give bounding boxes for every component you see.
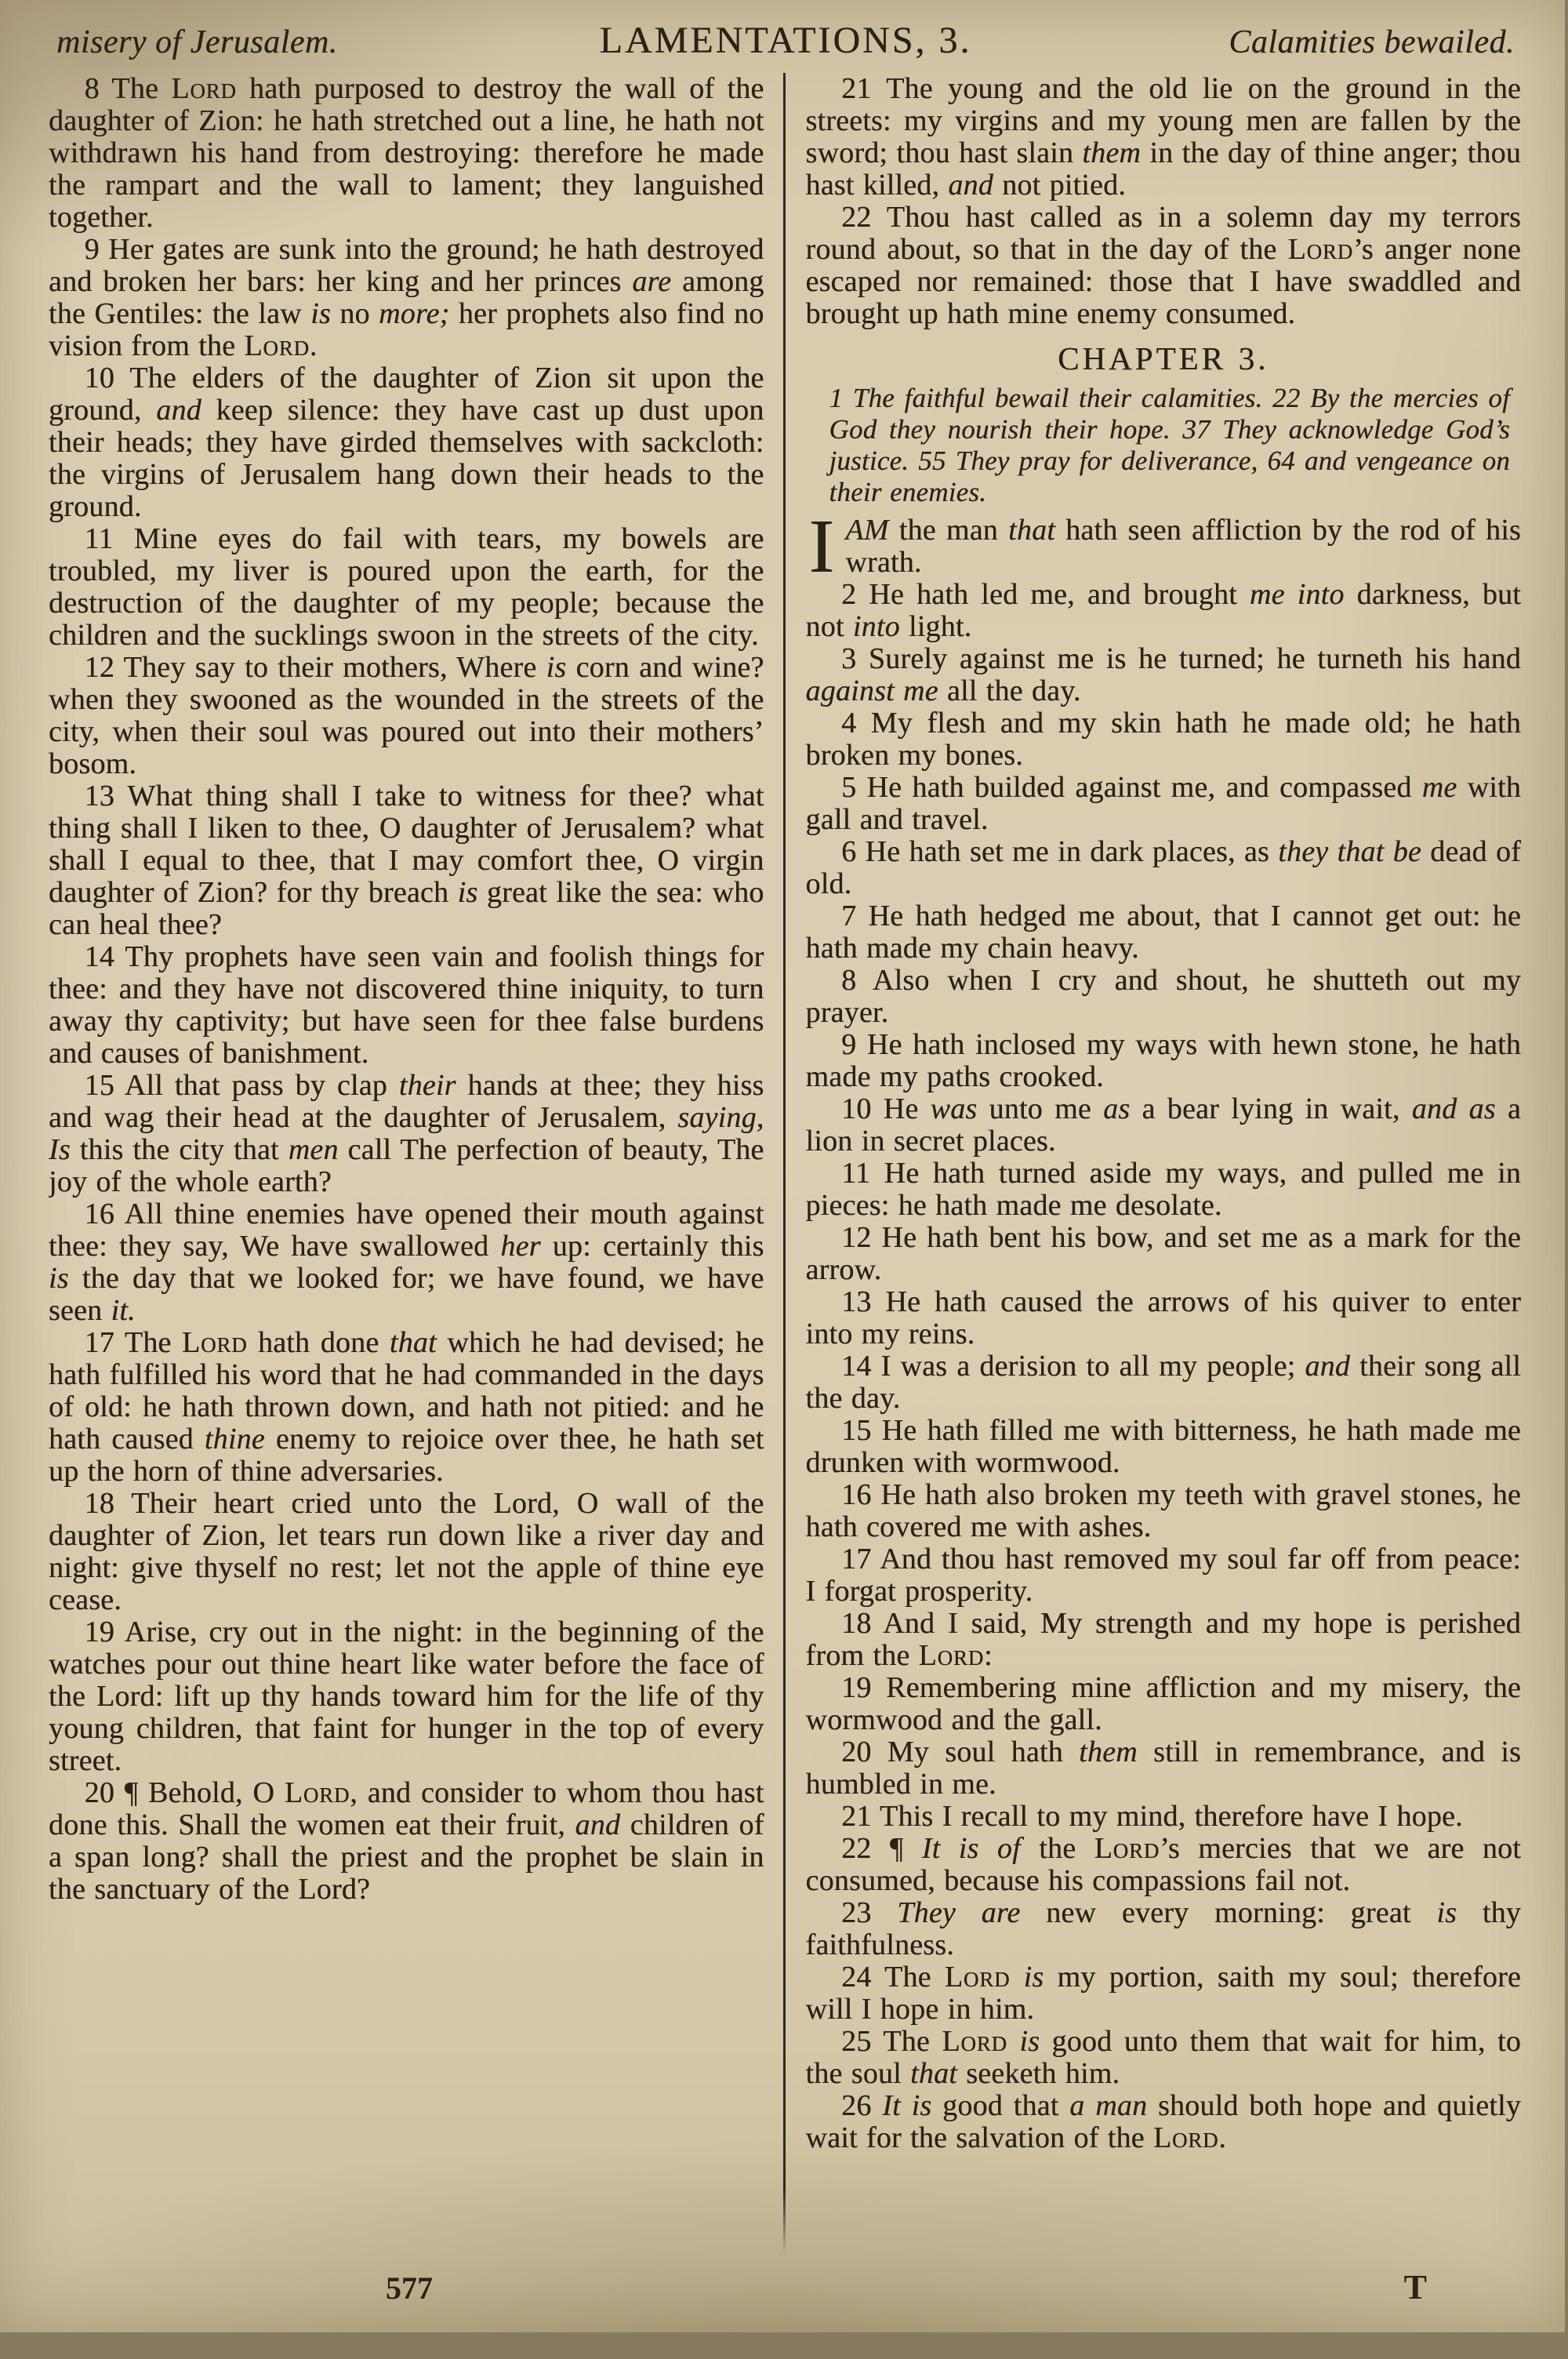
verse: 12 They say to their mothers, Where is corn and wine? when they swooned as the wounded in the streets of the city, when their soul was poured out into their mothers’ bosom. <box>49 651 764 780</box>
verse: 14 I was a derision to all my people; and their song all the day. <box>805 1350 1521 1415</box>
italic-text: they that be <box>1278 835 1421 868</box>
verse: IAM the man that hath seen affliction by the rod of his wrath. <box>806 514 1522 579</box>
italic-text: and <box>1305 1350 1351 1383</box>
verse: 8 Also when I cry and shout, he shutteth out my prayer. <box>805 964 1521 1029</box>
italic-text: and as <box>1411 1092 1496 1125</box>
italic-text: me <box>1421 771 1457 804</box>
verse: 19 Remembering mine affliction and my misery, the wormwood and the gall. <box>805 1671 1521 1736</box>
running-head-right: Calamities bewailed. <box>1229 24 1515 60</box>
italic-text: it. <box>111 1294 136 1327</box>
lord-smallcaps: Lord <box>284 1776 350 1809</box>
verse: 5 He hath builded against me, and compassed me with gall and travel. <box>805 771 1521 836</box>
running-head-left: misery of Jerusalem. <box>56 24 338 60</box>
italic-text: thine <box>204 1423 265 1456</box>
lord-smallcaps: Lord <box>1152 2121 1219 2154</box>
italic-text: me into <box>1249 578 1345 611</box>
chapter-summary: 1 The faithful bewail their calamities. 22 By the mercies of God they nourish their hope. 37 They acknowledge God’s justice. 55 They pray for deliverance, 64 and vengeance on their enemies. <box>829 383 1510 507</box>
italic-text: against me <box>805 674 938 707</box>
italic-text: into <box>852 610 900 643</box>
verse: 16 He hath also broken my teeth with gravel stones, he hath covered me with ashes. <box>805 1478 1521 1543</box>
verse: 19 Arise, cry out in the night: in the beginning of the watches pour out thine heart like water before the face of the Lord: lift up thy hands toward him for the life of thy young children, that faint for hunger in the top of every street. <box>49 1616 764 1777</box>
lord-smallcaps: Lord <box>944 1961 1011 1994</box>
italic-text: and <box>575 1808 621 1841</box>
italic-text: them <box>1082 136 1142 169</box>
italic-text: was <box>930 1092 978 1125</box>
verse: 17 The Lord hath done that which he had devised; he hath fulfilled his word that he had commanded in the days of old: he hath thrown down, and hath not pitied: and he hath caused thine enemy to rejoice over thee, he hath set up the horn of thine adversaries. <box>49 1326 764 1488</box>
verse: 7 He hath hedged me about, that I cannot get out: he hath made my chain heavy. <box>805 900 1521 965</box>
drop-cap: I <box>808 504 835 589</box>
verse: 18 Their heart cried unto the Lord, O wall of the daughter of Zion, let tears run down like a river day and night: give thyself no rest; let not the apple of thine eye cease. <box>49 1487 764 1616</box>
italic-text: AM <box>845 514 889 547</box>
verse: 21 This I recall to my mind, therefore have I hope. <box>841 1800 1463 1833</box>
verse: 9 He hath inclosed my ways with hewn stone, he hath made my paths crooked. <box>805 1028 1521 1093</box>
lord-smallcaps: Lord <box>918 1639 985 1672</box>
italic-text: They are <box>897 1896 1021 1929</box>
italic-text: is <box>1019 2025 1040 2058</box>
italic-text: It is <box>882 2089 932 2122</box>
lord-smallcaps: Lord <box>171 73 237 105</box>
italic-text: a man <box>1069 2089 1148 2122</box>
verse: 20 My soul hath them still in remembrance, and is humbled in me. <box>805 1736 1521 1801</box>
verse: 10 He was unto me as a bear lying in wait, and as a lion in secret places. <box>805 1092 1521 1158</box>
verse: 24 The Lord is my portion, saith my soul; therefore will I hope in him. <box>805 1961 1521 2026</box>
italic-text: more; <box>379 297 450 330</box>
verse: 9 Her gates are sunk into the ground; he hath destroyed and broken her bars: her king and her princes are among the Gentiles: the law is no more; her prophets also find no vision from the Lord. <box>49 233 764 362</box>
verse: 6 He hath set me in dark places, as they that be dead of old. <box>805 835 1521 900</box>
running-head <box>49 13 1521 64</box>
italic-text: saying, Is <box>49 1101 764 1166</box>
italic-text: men <box>288 1133 339 1166</box>
italic-text: is <box>546 651 567 684</box>
lord-smallcaps: Lord <box>1094 1832 1160 1865</box>
verse: 16 All thine enemies have opened their mouth against thee: they say, We have swallowed her up: certainly this is the day that we looked for; we have found, we have seen it. <box>49 1198 764 1327</box>
italic-text: and <box>948 169 993 202</box>
verse: 22 Thou hast called as in a solemn day my terrors round about, so that in the day of the Lord’s anger none escaped nor remained: those that I have swaddled and brought up hath mine enemy consumed. <box>805 201 1521 330</box>
italic-text: them <box>1079 1736 1138 1768</box>
italic-text: and <box>156 394 201 427</box>
italic-text: her <box>500 1230 541 1263</box>
verse: 10 The elders of the daughter of Zion sit upon the ground, and keep silence: they have cast up dust upon their heads; they have girded themselves with sackcloth: the virgins of Jerusalem hang down their heads to the ground. <box>49 362 764 523</box>
verse: 23 They are new every morning: great is thy faithfulness. <box>805 1896 1521 1961</box>
verse: 8 The Lord hath purposed to destroy the wall of the daughter of Zion: he hath stretched out a line, he hath not withdrawn his hand from destroying: therefore he made the rampart and the wall to lament; they languished together. <box>49 73 764 234</box>
verse: 18 And I said, My strength and my hope is perished from the Lord: <box>805 1607 1521 1672</box>
verse: 25 The Lord is good unto them that wait for him, to the soul that seeketh him. <box>805 2025 1521 2090</box>
verse: 13 He hath caused the arrows of his quiver to enter into my reins. <box>805 1285 1521 1350</box>
page-number: 577 <box>386 2270 433 2306</box>
lord-smallcaps: Lord <box>1287 233 1354 266</box>
italic-text: is <box>457 876 478 909</box>
italic-text: that <box>910 2057 957 2090</box>
italic-text: It is of <box>921 1832 1021 1865</box>
verse: 12 He hath bent his bow, and set me as a mark for the arrow. <box>805 1221 1521 1286</box>
verse: 17 And thou hast removed my soul far off from peace: I forgat prosperity. <box>805 1543 1521 1608</box>
verse: 11 He hath turned aside my ways, and pulled me in pieces: he hath made me desolate. <box>805 1157 1521 1222</box>
verse: 11 Mine eyes do fail with tears, my bowels are troubled, my liver is poured upon the earth, for the destruction of the daughter of my people; because the children and the sucklings swoon in the streets of the city. <box>49 522 764 652</box>
chapter-heading: CHAPTER 3. <box>1058 340 1269 376</box>
verse: 21 The young and the old lie on the ground in the streets: my virgins and my young men are fallen by the sword; thou hast slain them in the day of thine anger; thou hast killed, and not pitied. <box>805 73 1521 202</box>
italic-text: is <box>310 297 331 330</box>
verse: 4 My flesh and my skin hath he made old; he hath broken my bones. <box>805 707 1521 772</box>
italic-text: are <box>632 265 672 298</box>
verse: 20 ¶ Behold, O Lord, and consider to whom thou hast done this. Shall the women eat their fruit, and children of a span long? shall the priest and the prophet be slain in the sanctuary of the Lord? <box>49 1776 764 1906</box>
verse: 15 All that pass by clap their hands at thee; they hiss and wag their head at the daughter of Jerusalem, saying, Is this the city that men call The perfection of beauty, The joy of the whole earth? <box>49 1069 764 1198</box>
verse: 14 Thy prophets have seen vain and foolish things for thee: and they have not discovered thine iniquity, to turn away thy captivity; but have seen for thee false burdens and causes of banishment. <box>49 940 764 1070</box>
verse: 15 He hath filled me with bitterness, he hath made me drunken with wormwood. <box>805 1414 1521 1479</box>
italic-text: their <box>398 1069 456 1102</box>
lord-smallcaps: Lord <box>942 2025 1007 2058</box>
page-title: LAMENTATIONS, 3. <box>599 20 972 61</box>
lord-smallcaps: Lord <box>244 329 310 362</box>
right-column <box>786 73 1522 2255</box>
verse: 3 Surely against me is he turned; he turneth his hand against me all the day. <box>805 642 1521 707</box>
italic-text: as <box>1103 1092 1131 1125</box>
italic-text: that <box>1008 514 1056 547</box>
lord-smallcaps: Lord <box>182 1326 248 1359</box>
verse: 2 He hath led me, and brought me into darkness, but not into light. <box>805 578 1521 643</box>
italic-text: that <box>389 1326 437 1359</box>
verse: 26 It is good that a man should both hope and quietly wait for the salvation of the Lord. <box>805 2089 1521 2154</box>
italic-text: is <box>1023 1961 1044 1994</box>
italic-text: is <box>49 1262 69 1295</box>
italic-text: is <box>1436 1896 1457 1929</box>
signature-mark: T <box>1403 2268 1427 2306</box>
verse: 22 ¶ It is of the Lord’s mercies that we are not consumed, because his compassions fail not. <box>805 1832 1521 1897</box>
left-column <box>49 73 783 2255</box>
text-columns <box>49 73 1521 2255</box>
verse: 13 What thing shall I take to witness for thee? what thing shall I liken to thee, O daughter of Jerusalem? what shall I equal to thee, that I may comfort thee, O virgin daughter of Zion? for thy breach is great like the sea: who can heal thee? <box>49 780 764 941</box>
page-footer <box>49 2267 1521 2307</box>
